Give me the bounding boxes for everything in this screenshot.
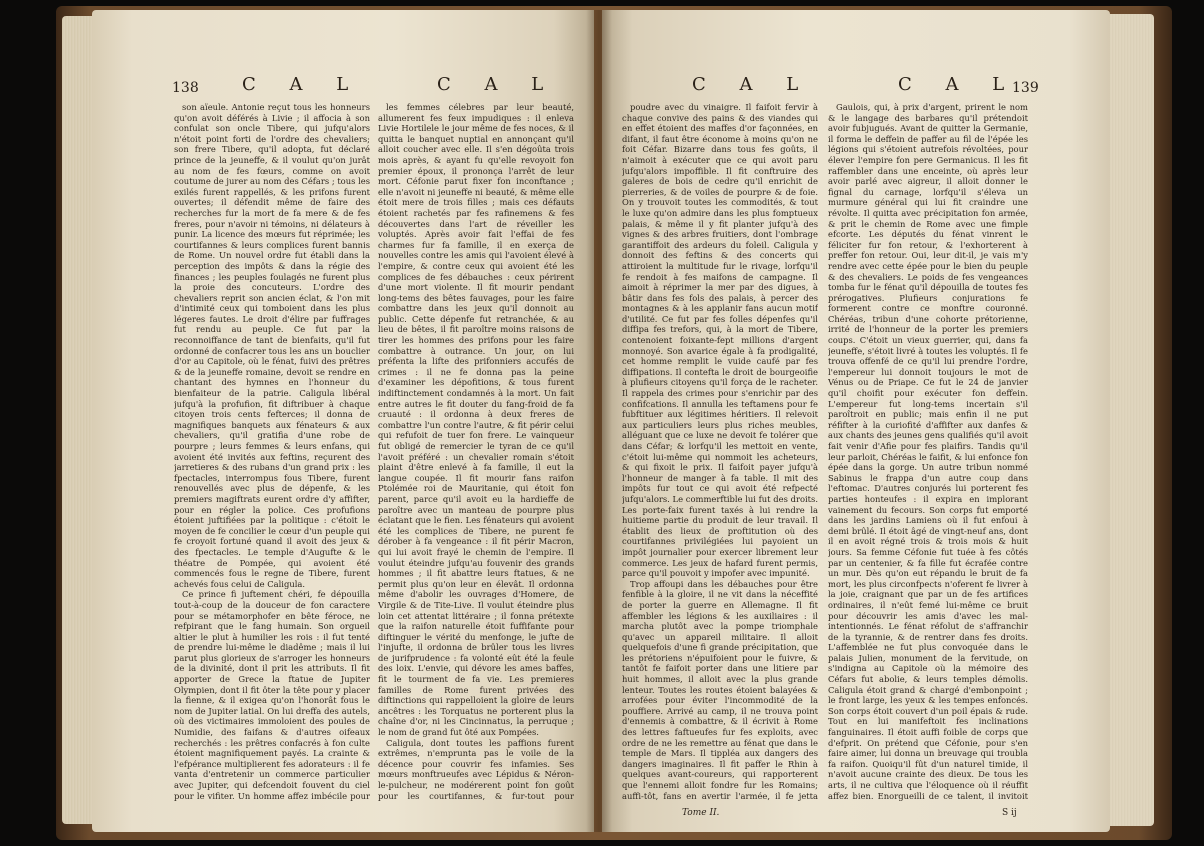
paragraph: les femmes célebres par leur beauté, allumerent fes feux impudiques : il enleva Livie Hortilele le jour même de fes noces, & il quitta le banquet nuptial en annonçant qu'il alloit coucher avec elle. Il s'en dégoûta trois mois après, & ayant fu qu'elle revoyoit fon premier époux, il prononça l'arrêt de leur mort. Céfonie parut fixer fon inconftance ; elle n'avoit ni jeuneffe ni beauté, & même elle étoit mere de trois filles ; mais ces défauts étoient rachetés par fes rafinemens & fes découvertes dans l'art de réveiller les voluptés. Après avoir fait l'effai de fes charmes fur fa famille, il en exerça de nouvelles contre les amis qui l'avoient élevé à l'empire, & contre ceux qui avoient été les complices de fes débauches : ceux périrent d'une mort violente. Il fit mourir pendant long-tems des bêtes fauvages, pour les faire combattre dans les jeux qu'il donnoit au public. Cette dépenfe fut retranchée, & au lieu de bêtes, il fit paroître moins raisons de tirer les hommes des prifons pour les faire combattre à outrance. Un jour, on lui préfenta la lifte des prifonniers accufés de crimes : il ne fe donna pas la peine d'examiner les dépofitions, & tous furent indiftinctement condamnés à la mort. Un fait entre autres le fit douter du fang-froid de fa cruauté : il ordonna à deux freres de combattre l'un contre l'autre, & fit périr celui qui refufoit de tuer fon frere. Le vainqueur fut obligé de remercier le tyran de ce qu'il l'avoit préféré : un chevalier romain s'étoit plaint d'être enlevé à fa famille, il eut la langue coupée. Il fit mourir fans raifon Ptolémée roi de Mauritanie, qui étoit fon parent, parce qu'il avoit eu la hardieffe de paroître avec un manteau de pourpre plus éclatant que le fien. Les fénateurs qui avoient été les complices de Tibere, ne purent fe dérober à fa vengeance : il fit périr Macron, qui lui avoit frayé le chemin de l'empire. Il voulut éteindre jufqu'au fouvenir des grands hommes ; il fit abattre leurs ftatues, & ne permit plus qu'on leur en élevât. Il ordonna même d'abolir les ouvrages d'Homere, de Virgile & de Tite-Live. Il voulut éteindre plus loin cet attentat littéraire ; il fonna prétexte que la raifon naturelle étoit fuffifante pour diftinguer le vérité du menfonge, le jufte de l'injufte, il ordonna de brûler tous les livres de jurifprudence : fa volonté eût été la feule des loix. L'envie, qui dévore les ames baffes, fit le tourment de fa vie. Les premieres familles de Rome furent privées des diftinctions qui rappelloient la gloire de leurs ancêtres : les Torquatus ne porterent plus la chaîne d'or, ni les Cincinnatus, la perruque ; le nom de grand fut ôté aux Pompées. (378, 102, 574, 738)
running-head-left-col2: C A L (437, 74, 558, 95)
page-number-right: 139 (1012, 80, 1039, 96)
page-edges-right (1110, 14, 1154, 826)
paragraph: Gaulois, qui, à prix d'argent, prirent le nom & le langage des barbares qu'il prétendoit avoir fubjugués. Avant de quitter la Germanie, il forma le deffein de paffer au fil de l'épée les légions qui s'étoient autrefois révoltées, pour élever l'empire fon pere Germanicus. Il les fit raffembler dans une enceinte, où après leur avoir parlé avec aigreur, il alloit donner le fignal du carnage, lorfqu'il s'éleva un murmure général qui lui fit craindre une révolte. Il quitta avec précipitation fon armée, & prit le chemin de Rome avec une fimple efcorte. Les députés du fénat vinrent le féliciter fur fon retour, & l'exhorterent à preffer fon retour. Oui, leur dit-il, je vais m'y rendre avec cette épée pour le bien du peuple & des chevaliers. Le poids de fes vengeances tomba fur le fénat qu'il dépouilla de toutes fes prérogatives. Plufieurs conjurations fe formerent contre ce monftre couronné. Chéréas, tribun d'une cohorte prétorienne, irrité de l'honneur de la porter les premiers coups. C'étoit un vieux guerrier, qui, dans fa jeuneffe, s'étoit livré à toutes les voluptés. Il fe trouva offenfé de ce qu'il lui prendre l'ordre, l'empereur lui donnoit toujours le mot de Vénus ou de Priape. Ce fut le 24 de janvier qu'il choifit pour exécuter fon deffein. L'empereur fut long-tems incertain s'il paroîtroit en public; mais enfin il ne put réfifter à la curiofité d'affifter aux danfes & aux chants des jeunes gens qualifiés qu'il avoit fait venir d'Afie pour fes plaifirs. Tandis qu'il leur parloit, Chéréas le faifit, & lui enfonce fon épée dans la gorge. Un autre tribun nommé Sabinus le frappa d'un autre coup dans l'eftomac. D'autres conjurés lui porterent fes parties honteufes : il expira en implorant vainement du fecours. Son corps fut emporté dans les jardins Lamiens où il fut enfoui à demi brûlé. Il étoit âgé de vingt-neuf ans, dont il en avoit régné trois & trois mois & huit jours. Sa femme Céfonie fut tuée à fes côtés par un centenier, & fa fille fut écrafée contre un mur. Dès qu'on eut répandu le bruit de fa mort, les plus circonfpects n'oferent fe livrer à la joie, craignant que par un de fes artifices ordinaires, il n'eût femé lui-même ce bruit pour découvrir les amis d'avec les mal-intentionnés. Le fénat réfolut de s'affranchir de la tyrannie, & de rentrer dans fes droits. L'affemblée ne fut plus convoquée dans le palais Julien, monument de la fervitude, on s'indigna au Capitole où la mémoire des Céfars fut abolie, & leurs temples démolis. Caligula étoit grand & chargé d'embonpoint ; le front large, les yeux & les tempes enfoncés. Son corps étoit couvert d'un poil épais & rude. Tout en lui manifeftoit fes inclinations fanguinaires. Il étoit auffi foible de corps que d'efprit. On prétend que Céfonie, pour s'en faire aimer, lui donna un breuvage qui troubla fa raifon. Quoiqu'il fût d'un naturel timide, il n'avoit aucune crainte des dieux. De tous les arts, il ne cultiva que l'éloquence où il réuffit affez bien. Enorgueilli de ce talent, il invitoit (828, 102, 1028, 801)
text-column-2 (378, 102, 574, 802)
paragraph: Ce prince fi juftement chéri, fe dépouilla tout-à-coup de la douceur de fon caractere pour se métamorphofer en bête féroce, ne refpirant que le fang humain. Son orgueil altier le plut à humilier les rois : il fut tenté de prendre lui-même le diadême ; mais il lui parut plus glorieux de s'arroger les honneurs de la divinité, dont il prit les attributs. Il fit apporter de Grece la ftatue de Jupiter Olympien, dont il fit ôter la tête pour y placer la fienne, & il exigea qu'on l'honorât fous le nom de Jupiter latial. On lui dreffa des autels, où des victimaires immoloient des poules de Numidie, des faifans & d'autres oifeaux recherchés : les prêtres confacrés à fon culte étoient magnifiquement payés. La crainte & l'efpérance multiplierent fes adorateurs : il fe vanta d'entretenir un commerce particulier avec Jupiter, qui defcendoit fouvent du ciel pour le vifiter. Un homme affez imbécile pour (174, 589, 370, 801)
running-head-left-col1: C A L (242, 74, 363, 95)
paragraph: poudre avec du vinaigre. Il faifoit fervir à chaque convive des pains & des viandes qui en effet étoient des maffes d'or façonnées, en difant, il faut être économe à moins qu'on ne foit Céfar. Bizarre dans tous fes goûts, il n'aimoit à exécuter que ce qui avoit paru jufqu'alors impoffible. Il fit conftruire des galeres de bois de cedre qu'il enrichit de pierreries, & de voiles de pourpre & de foie. On y trouvoit toutes les commodités, & tout le luxe qu'on admire dans les plus fomptueux palais, & même il y fit planter jufqu'à des vignes & des arbres fruitiers, dont l'ombrage garantiffoit des ardeurs du foleil. Caligula y donnoit des feftins & des concerts qui attiroient la multitude fur le rivage, lorfqu'il fe rendoit à fes maifons de campagne. Il aimoit à réprimer la mer par des digues, à bâtir dans fes fols des palais, à percer des montagnes & à les applanir fans aucun motif d'utilité. Ce fut par fes folles dépenfes qu'il diffipa fes trefors, qui, à la mort de Tibere, contenoient foixante-fept millions d'argent monnoyé. Son avarice égale à fa prodigalité, cet homme remplit le vuide caufé par fes diffipations. Il contefta le droit de bourgeoifie à plufieurs citoyens qu'il força de le racheter. Il rappela des crimes pour s'enrichir par des confifcations. Il annulla les teftamens pour fe fubftituer aux légitimes héritiers. Il relevoit aux particuliers leurs plus riches meubles, alléguant que ce luxe ne devoit fe tolérer que dans Céfar; & lorfqu'il les mettoit en vente, c'étoit lui-même qui nommoit les acheteurs, & qui fixoit le prix. Il faifoit payer jufqu'à l'honneur de manger à fa table. Il mit des impôts fur tout ce qui avoit été refpecté jufqu'alors. Le commerftible lui fut des droits. Les porte-faix furent taxés à lui rendre la huitieme partie du produit de leur travail. Il établit des lieux de proftitution où des courtifannes privilégiées lui payoient un impôt journalier pour exercer librement leur commerce. Les jeux de hafard furent permis, parce qu'il pouvoit y impofer avec impunité. (622, 102, 818, 579)
book-gutter (586, 10, 612, 832)
page-number-left: 138 (172, 80, 199, 96)
left-page (92, 10, 594, 832)
footer-volume: Tome II. (682, 808, 720, 818)
right-page (602, 10, 1110, 832)
page-edges-left (62, 16, 92, 824)
text-column-1 (174, 102, 370, 802)
text-column-3 (622, 102, 818, 802)
footer-signature: S ij (1002, 808, 1017, 818)
paragraph: Trop affoupi dans les débauches pour être fenfible à la gloire, il ne vit dans la néceffité de porter la guerre en Allemagne. Il fit affembler les légions & les auxiliaires : il marcha plutôt avec la pompe triomphale qu'avec un appareil militaire. Il alloit quelquefois d'une fi grande précipitation, que les prétoriens n'épuifoient pour le fuivre, & tantôt fe faifoit porter dans une litiere par huit hommes, il alloit avec la plus grande lenteur. Toutes les routes étoient balayées & arrofées pour éviter l'incommodité de la pouffiere. Arrivé au camp, il ne trouva point d'ennemis à combattre, & il écrivit à Rome des lettres faftueufes fur fes exploits, avec ordre de ne les remettre au fénat que dans le temple de Mars. Il tippléa aux dangers des dangers imaginaires. Il fit paffer le Rhin à quelques avant-coureurs, qui rapporterent que l'ennemi alloit fondre fur les Romains; auffi-tôt, fans en avertir l'armée, il fe jetta (622, 578, 818, 801)
running-head-right-col1: C A L (692, 74, 813, 95)
paragraph: son aïeule. Antonie reçut tous les honneurs qu'on avoit déférés à Livie ; il affocia à son confulat son oncle Tibere, qui jufqu'alors n'étoit point forti de l'ordre des chevaliers; son frere Tibere, qu'il adopta, fut déclaré prince de la jeuneffe, & il voulut qu'on jurât au nom de fes fœurs, comme on avoit coutume de jurer au nom des Céfars ; tous les exilés furent rappellés, & les prifons furent ouvertes; il défendit même de faire des recherches fur la mort de fa mere & de fes freres, pour n'avoir ni témoins, ni délateurs à punir. La licence des mœurs fut réprimée; les courtifannes & leurs complices furent bannis de Rome. Un nouvel ordre fut établi dans la perception des impôts & dans la régie des finances ; les peuples foulagés ne furent plus la proie des concuteurs. L'ordre des chevaliers reprit son ancien éclat, & l'on mit d'intimité ceux qui tomboient dans les plus légeres fautes. Le droit d'élire par fuffrages fut rendu au peuple. Ce fut par la reconnoiffance de tant de bienfaits, qu'il fut ordonné de confacrer tous les ans un bouclier d'or au Capitole, où le fénat, fuivi des prêtres & de la jeuneffe romaine, devoit se rendre en chantant des hymnes en l'honneur du bienfaiteur de la patrie. Caligula libéral jufqu'à la profufion, fit diftribuer à chaque citoyen trois cents fefterces; il donna de magnifiques banquets aux fénateurs & aux chevaliers, qu'il gratifia d'une robe de pourpre ; leurs femmes & leurs enfans, qui avoient été invités aux feftins, reçurent des jarretieres & des rubans d'un grand prix : les fpectacles, interrompus fous Tibere, furent renouvellés avec plus de dépenfe, & les premiers magiftrats eurent ordre d'y affifter, pour en régler la police. Ces profufions étoient juftifiées par la politique : c'étoit le moyen de fe concilier le cœur d'un peuple qui fe croyoit fortuné quand il avoit des jeux & des fpectacles. Le temple d'Augufte & le théatre de Pompée, qui avoient été commencés fous le regne de Tibere, furent achevés fous celui de Caligula. (174, 102, 370, 589)
running-head-right-col2: C A L (898, 74, 1019, 95)
paragraph: Caligula, dont toutes les paffions furent extrêmes, n'emprunta pas le voile de la décence pour couvrir fes infamies. Ses mœurs monftrueufes avec Lépidus & Néron-le-pulcheur, ne modérerent point fon goût pour les courtifannes, & fur-tout pour (378, 737, 574, 801)
text-column-4 (828, 102, 1028, 802)
